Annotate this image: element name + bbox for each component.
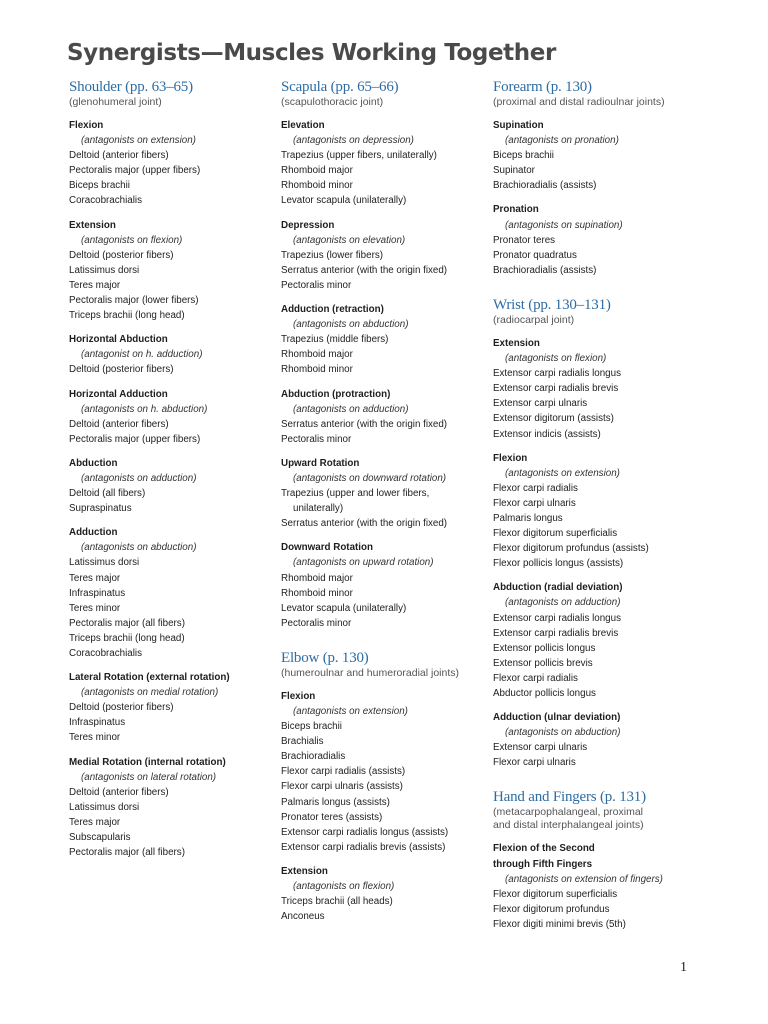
antagonists-note: (antagonists on abduction) — [81, 542, 197, 554]
muscle-item: Pectoralis major (lower fibers) — [69, 295, 199, 307]
section-title: Hand and Fingers (p. 131) — [493, 789, 646, 806]
section-subtitle-line: (radiocarpal joint) — [493, 313, 575, 326]
section-title: Scapula (pp. 65–66) — [281, 79, 399, 95]
muscle-item: Brachioradialis (assists) — [493, 180, 597, 192]
antagonists-note: (antagonists on flexion) — [505, 353, 607, 365]
movement-heading-line: Abduction (protraction) — [281, 388, 391, 400]
muscle-item: Biceps brachii — [493, 150, 554, 162]
movement-heading — [281, 689, 486, 704]
muscle-item: Triceps brachii (long head) — [69, 632, 185, 644]
muscle-item: Rhomboid minor — [281, 180, 353, 192]
muscle-item: Deltoid (anterior fibers) — [69, 418, 169, 430]
movement-heading — [281, 540, 486, 555]
movement-group — [69, 456, 274, 516]
muscle-item: Extensor carpi radialis longus — [493, 368, 621, 380]
muscle-item: Brachialis — [281, 736, 324, 748]
movement-heading — [493, 451, 723, 466]
muscle-item: Infraspinatus — [69, 717, 126, 729]
muscle-item: Pectoralis major (upper fibers) — [69, 165, 201, 177]
muscle-item: Flexor digitorum profundus (assists) — [493, 543, 649, 555]
muscle-item: Supraspinatus — [69, 503, 132, 515]
muscle-item: Teres major — [69, 816, 121, 828]
movement-group — [493, 336, 723, 442]
muscle-item: Brachioradialis — [281, 751, 346, 763]
movement-group — [281, 387, 486, 447]
movement-heading — [281, 218, 486, 233]
muscle-item: Flexor digitorum profundus — [493, 903, 610, 915]
movement-heading — [69, 218, 274, 233]
muscle-item: Trapezius (upper and lower fibers, — [281, 488, 430, 500]
antagonists-note: (antagonists on extension) — [293, 706, 408, 717]
section-subtitle — [493, 806, 723, 832]
movement-group — [69, 218, 274, 324]
section-shoulder — [69, 78, 274, 860]
muscle-item: Pronator teres — [493, 234, 556, 246]
muscle-item: Flexor digitorum superficialis — [493, 888, 618, 900]
antagonists-note: (antagonists on supination) — [505, 219, 623, 231]
movement-heading — [281, 387, 486, 402]
column-1 — [69, 78, 274, 860]
muscle-item: Flexor pollicis longus (assists) — [493, 558, 624, 570]
muscle-item: Extensor carpi radialis longus — [493, 612, 621, 624]
muscle-item: Flexor carpi radialis (assists) — [281, 766, 406, 778]
muscle-item: Rhomboid minor — [281, 587, 353, 599]
movement-heading — [281, 302, 486, 317]
movement-heading — [281, 456, 486, 471]
muscle-item: Levator scapula (unilaterally) — [281, 602, 407, 614]
movement-heading-line: Abduction (radial deviation) — [493, 582, 623, 594]
muscle-item: Rhomboid minor — [281, 364, 353, 376]
section-subtitle-line: (proximal and distal radioulnar joints) — [493, 96, 665, 108]
muscle-item: Pectoralis major (all fibers) — [69, 847, 185, 859]
section-subtitle-line: and distal interphalangeal joints) — [493, 819, 644, 832]
antagonists-note: (antagonists on lateral rotation) — [81, 771, 217, 783]
movement-heading — [69, 387, 274, 402]
movement-heading — [69, 525, 274, 540]
movement-group — [281, 540, 486, 631]
antagonists-note: (antagonists on h. abduction) — [81, 403, 208, 415]
antagonists-note: (antagonists on abduction) — [293, 319, 409, 331]
muscle-item: Flexor digiti minimi brevis (5th) — [493, 918, 626, 930]
movement-heading-line: Extension — [69, 219, 116, 231]
movement-group — [493, 202, 723, 277]
muscle-item: Extensor carpi radialis brevis (assists) — [281, 841, 446, 853]
muscle-item: Palmaris longus (assists) — [281, 796, 390, 808]
muscle-item: Anconeus — [281, 911, 325, 923]
muscle-item: Latissimus dorsi — [69, 557, 140, 569]
muscle-item: Levator scapula (unilaterally) — [281, 195, 407, 207]
antagonists-note: (antagonists on abduction) — [505, 727, 621, 739]
muscle-item: Pectoralis major (all fibers) — [69, 617, 185, 629]
muscle-item: Pronator quadratus — [493, 249, 577, 261]
column-3 — [493, 78, 723, 932]
movement-group — [69, 525, 274, 661]
section-subtitle-line: (humeroulnar and humeroradial joints) — [281, 666, 460, 679]
muscle-item: Rhomboid major — [281, 349, 353, 361]
antagonists-note: (antagonists on adduction) — [505, 597, 621, 609]
movement-group — [69, 387, 274, 447]
muscle-item: Flexor digitorum superficialis — [493, 528, 618, 540]
muscle-item: Teres major — [69, 572, 121, 584]
antagonists-note: (antagonists on adduction) — [81, 472, 197, 484]
movement-heading-line: Supination — [493, 120, 544, 131]
antagonists-note: (antagonists on upward rotation) — [293, 557, 434, 569]
muscle-item: Latissimus dorsi — [69, 264, 140, 276]
movement-heading-line: Depression — [281, 219, 335, 231]
movement-heading-line: Adduction — [69, 527, 118, 539]
antagonists-note: (antagonists on extension) — [505, 467, 620, 479]
muscle-item: Infraspinatus — [69, 587, 126, 599]
muscle-item: Pectoralis minor — [281, 433, 352, 445]
movement-heading-line: Flexion — [69, 120, 104, 131]
movement-heading — [69, 755, 274, 770]
movement-heading-line: Elevation — [281, 120, 325, 131]
muscle-item: Deltoid (posterior fibers) — [69, 364, 174, 376]
section-title: Wrist (pp. 130–131) — [493, 296, 611, 313]
muscle-item: Deltoid (all fibers) — [69, 488, 146, 500]
movement-heading-line: through Fifth Fingers — [493, 858, 593, 870]
muscle-item: Extensor indicis (assists) — [493, 428, 601, 440]
muscle-item: Supinator — [493, 165, 535, 177]
muscle-item: Abductor pollicis longus — [493, 688, 596, 699]
movement-heading — [281, 864, 486, 879]
movement-heading-line: Horizontal Adduction — [69, 388, 168, 400]
muscle-item: unilaterally) — [293, 503, 344, 515]
section-subtitle — [493, 314, 723, 327]
movement-group — [69, 118, 274, 209]
muscle-item: Teres minor — [69, 602, 121, 614]
movement-heading — [493, 202, 723, 217]
antagonists-note: (antagonists on extension) — [81, 135, 196, 147]
section-subtitle — [493, 96, 723, 109]
antagonists-note: (antagonists on depression) — [293, 135, 414, 147]
muscle-item: Triceps brachii (long head) — [69, 310, 185, 322]
muscle-item: Extensor pollicis longus — [493, 642, 596, 654]
section-subtitle — [281, 96, 486, 109]
muscle-item: Flexor carpi ulnaris — [493, 757, 576, 769]
muscle-item: Extensor pollicis brevis — [493, 657, 593, 669]
movement-heading — [281, 118, 486, 133]
muscle-item: Teres minor — [69, 732, 121, 744]
muscle-item: Subscapularis — [69, 832, 131, 844]
movement-group — [281, 218, 486, 293]
muscle-item: Pectoralis major (upper fibers) — [69, 433, 201, 445]
antagonists-note: (antagonists on elevation) — [293, 234, 406, 246]
muscle-item: Pectoralis minor — [281, 617, 352, 629]
movement-heading-line: Lateral Rotation (external rotation) — [69, 672, 230, 684]
muscle-item: Trapezius (middle fibers) — [281, 334, 389, 346]
movement-group — [493, 451, 723, 572]
section-scapula — [281, 78, 486, 631]
section-subtitle-line: (glenohumeral joint) — [69, 96, 162, 108]
muscle-item: Extensor carpi radialis longus (assists) — [281, 826, 449, 838]
muscle-item: Trapezius (lower fibers) — [281, 249, 383, 261]
antagonists-note: (antagonists on medial rotation) — [81, 687, 219, 699]
movement-group — [281, 302, 486, 377]
section-forearm — [493, 78, 723, 278]
movement-heading-line: Medial Rotation (internal rotation) — [69, 756, 226, 768]
movement-heading-line: Downward Rotation — [281, 542, 373, 554]
movement-group — [281, 689, 486, 855]
section-title: Elbow (p. 130) — [281, 649, 369, 666]
antagonists-note: (antagonists on adduction) — [293, 403, 409, 415]
section-subtitle-line: (metacarpophalangeal, proximal — [493, 806, 643, 819]
movement-heading-line: Flexion of the Second — [493, 843, 595, 855]
muscle-item: Flexor carpi ulnaris (assists) — [281, 781, 403, 793]
movement-heading — [493, 710, 723, 725]
antagonists-note: (antagonists on downward rotation) — [293, 472, 447, 484]
muscle-item: Coracobrachialis — [69, 195, 142, 207]
muscle-item: Pronator teres (assists) — [281, 811, 383, 823]
movement-heading — [69, 332, 274, 347]
muscle-item: Extensor carpi ulnaris — [493, 398, 588, 410]
movement-heading-line: Extension — [493, 337, 540, 349]
movement-heading — [493, 118, 723, 133]
section-subtitle — [69, 96, 274, 109]
section-subtitle — [281, 667, 486, 680]
antagonists-note: (antagonists on pronation) — [505, 135, 619, 147]
muscle-item: Extensor carpi radialis brevis — [493, 383, 619, 395]
antagonists-note: (antagonists on extension of fingers) — [505, 873, 663, 885]
muscle-item: Teres major — [69, 279, 121, 291]
muscle-item: Rhomboid major — [281, 572, 353, 584]
movement-heading-line: Pronation — [493, 204, 539, 216]
muscle-item: Biceps brachii — [69, 180, 130, 192]
movement-heading-line: Flexion — [493, 452, 528, 464]
muscle-item: Deltoid (posterior fibers) — [69, 702, 174, 714]
movement-heading-line: Adduction (ulnar deviation) — [493, 712, 621, 724]
muscle-item: Flexor carpi radialis — [493, 672, 578, 684]
antagonists-note: (antagonists on flexion) — [81, 234, 183, 246]
movement-group — [69, 670, 274, 745]
section-subtitle-line: (scapulothoracic joint) — [281, 96, 384, 108]
movement-heading — [493, 841, 723, 871]
section-elbow — [281, 649, 486, 924]
movement-group — [493, 841, 723, 932]
muscle-item: Deltoid (posterior fibers) — [69, 249, 174, 261]
movement-heading-line: Extension — [281, 865, 328, 877]
muscle-item: Deltoid (anterior fibers) — [69, 150, 169, 162]
section-hand-and-fingers — [493, 788, 723, 932]
movement-group — [69, 332, 274, 377]
movement-group — [281, 456, 486, 531]
muscle-item: Deltoid (anterior fibers) — [69, 786, 169, 798]
movement-group — [281, 864, 486, 924]
muscle-item: Serratus anterior (with the origin fixed) — [281, 518, 448, 530]
antagonists-note: (antagonists on flexion) — [293, 881, 395, 893]
muscle-item: Rhomboid major — [281, 165, 353, 177]
movement-group — [493, 580, 723, 701]
antagonists-note: (antagonist on h. adduction) — [81, 349, 203, 361]
movement-heading — [493, 336, 723, 351]
muscle-item: Palmaris longus — [493, 512, 563, 524]
muscle-item: Extensor carpi radialis brevis — [493, 627, 619, 639]
movement-heading-line: Abduction — [69, 457, 118, 469]
movement-heading — [69, 456, 274, 471]
movement-heading — [69, 118, 274, 133]
muscle-item: Brachioradialis (assists) — [493, 264, 597, 276]
muscle-item: Extensor digitorum (assists) — [493, 413, 614, 425]
section-title: Shoulder (pp. 63–65) — [69, 79, 193, 95]
muscle-item: Latissimus dorsi — [69, 801, 140, 813]
muscle-item: Trapezius (upper fibers, unilaterally) — [281, 150, 437, 162]
page-number: 1 — [680, 960, 687, 975]
movement-group — [493, 118, 723, 193]
movement-heading-line: Adduction (retraction) — [281, 304, 384, 316]
movement-group — [493, 710, 723, 770]
muscle-item: Biceps brachii — [281, 721, 342, 733]
movement-heading-line: Horizontal Abduction — [69, 334, 168, 346]
page-title: Synergists—Muscles Working Together — [67, 40, 556, 66]
muscle-item: Flexor carpi radialis — [493, 482, 578, 494]
muscle-item: Serratus anterior (with the origin fixed) — [281, 418, 448, 430]
muscle-item: Triceps brachii (all heads) — [281, 896, 393, 908]
column-2 — [281, 78, 486, 924]
movement-group — [69, 755, 274, 861]
movement-heading-line: Flexion — [281, 690, 316, 702]
section-wrist — [493, 296, 723, 771]
movement-heading-line: Upward Rotation — [281, 457, 360, 469]
movement-heading — [493, 580, 723, 595]
muscle-item: Serratus anterior (with the origin fixed) — [281, 264, 448, 276]
movement-heading — [69, 670, 274, 685]
muscle-item: Flexor carpi ulnaris — [493, 497, 576, 509]
muscle-item: Coracobrachialis — [69, 648, 142, 659]
section-title: Forearm (p. 130) — [493, 79, 592, 95]
muscle-item: Extensor carpi ulnaris — [493, 742, 588, 754]
movement-group — [281, 118, 486, 209]
muscle-item: Pectoralis minor — [281, 279, 352, 291]
